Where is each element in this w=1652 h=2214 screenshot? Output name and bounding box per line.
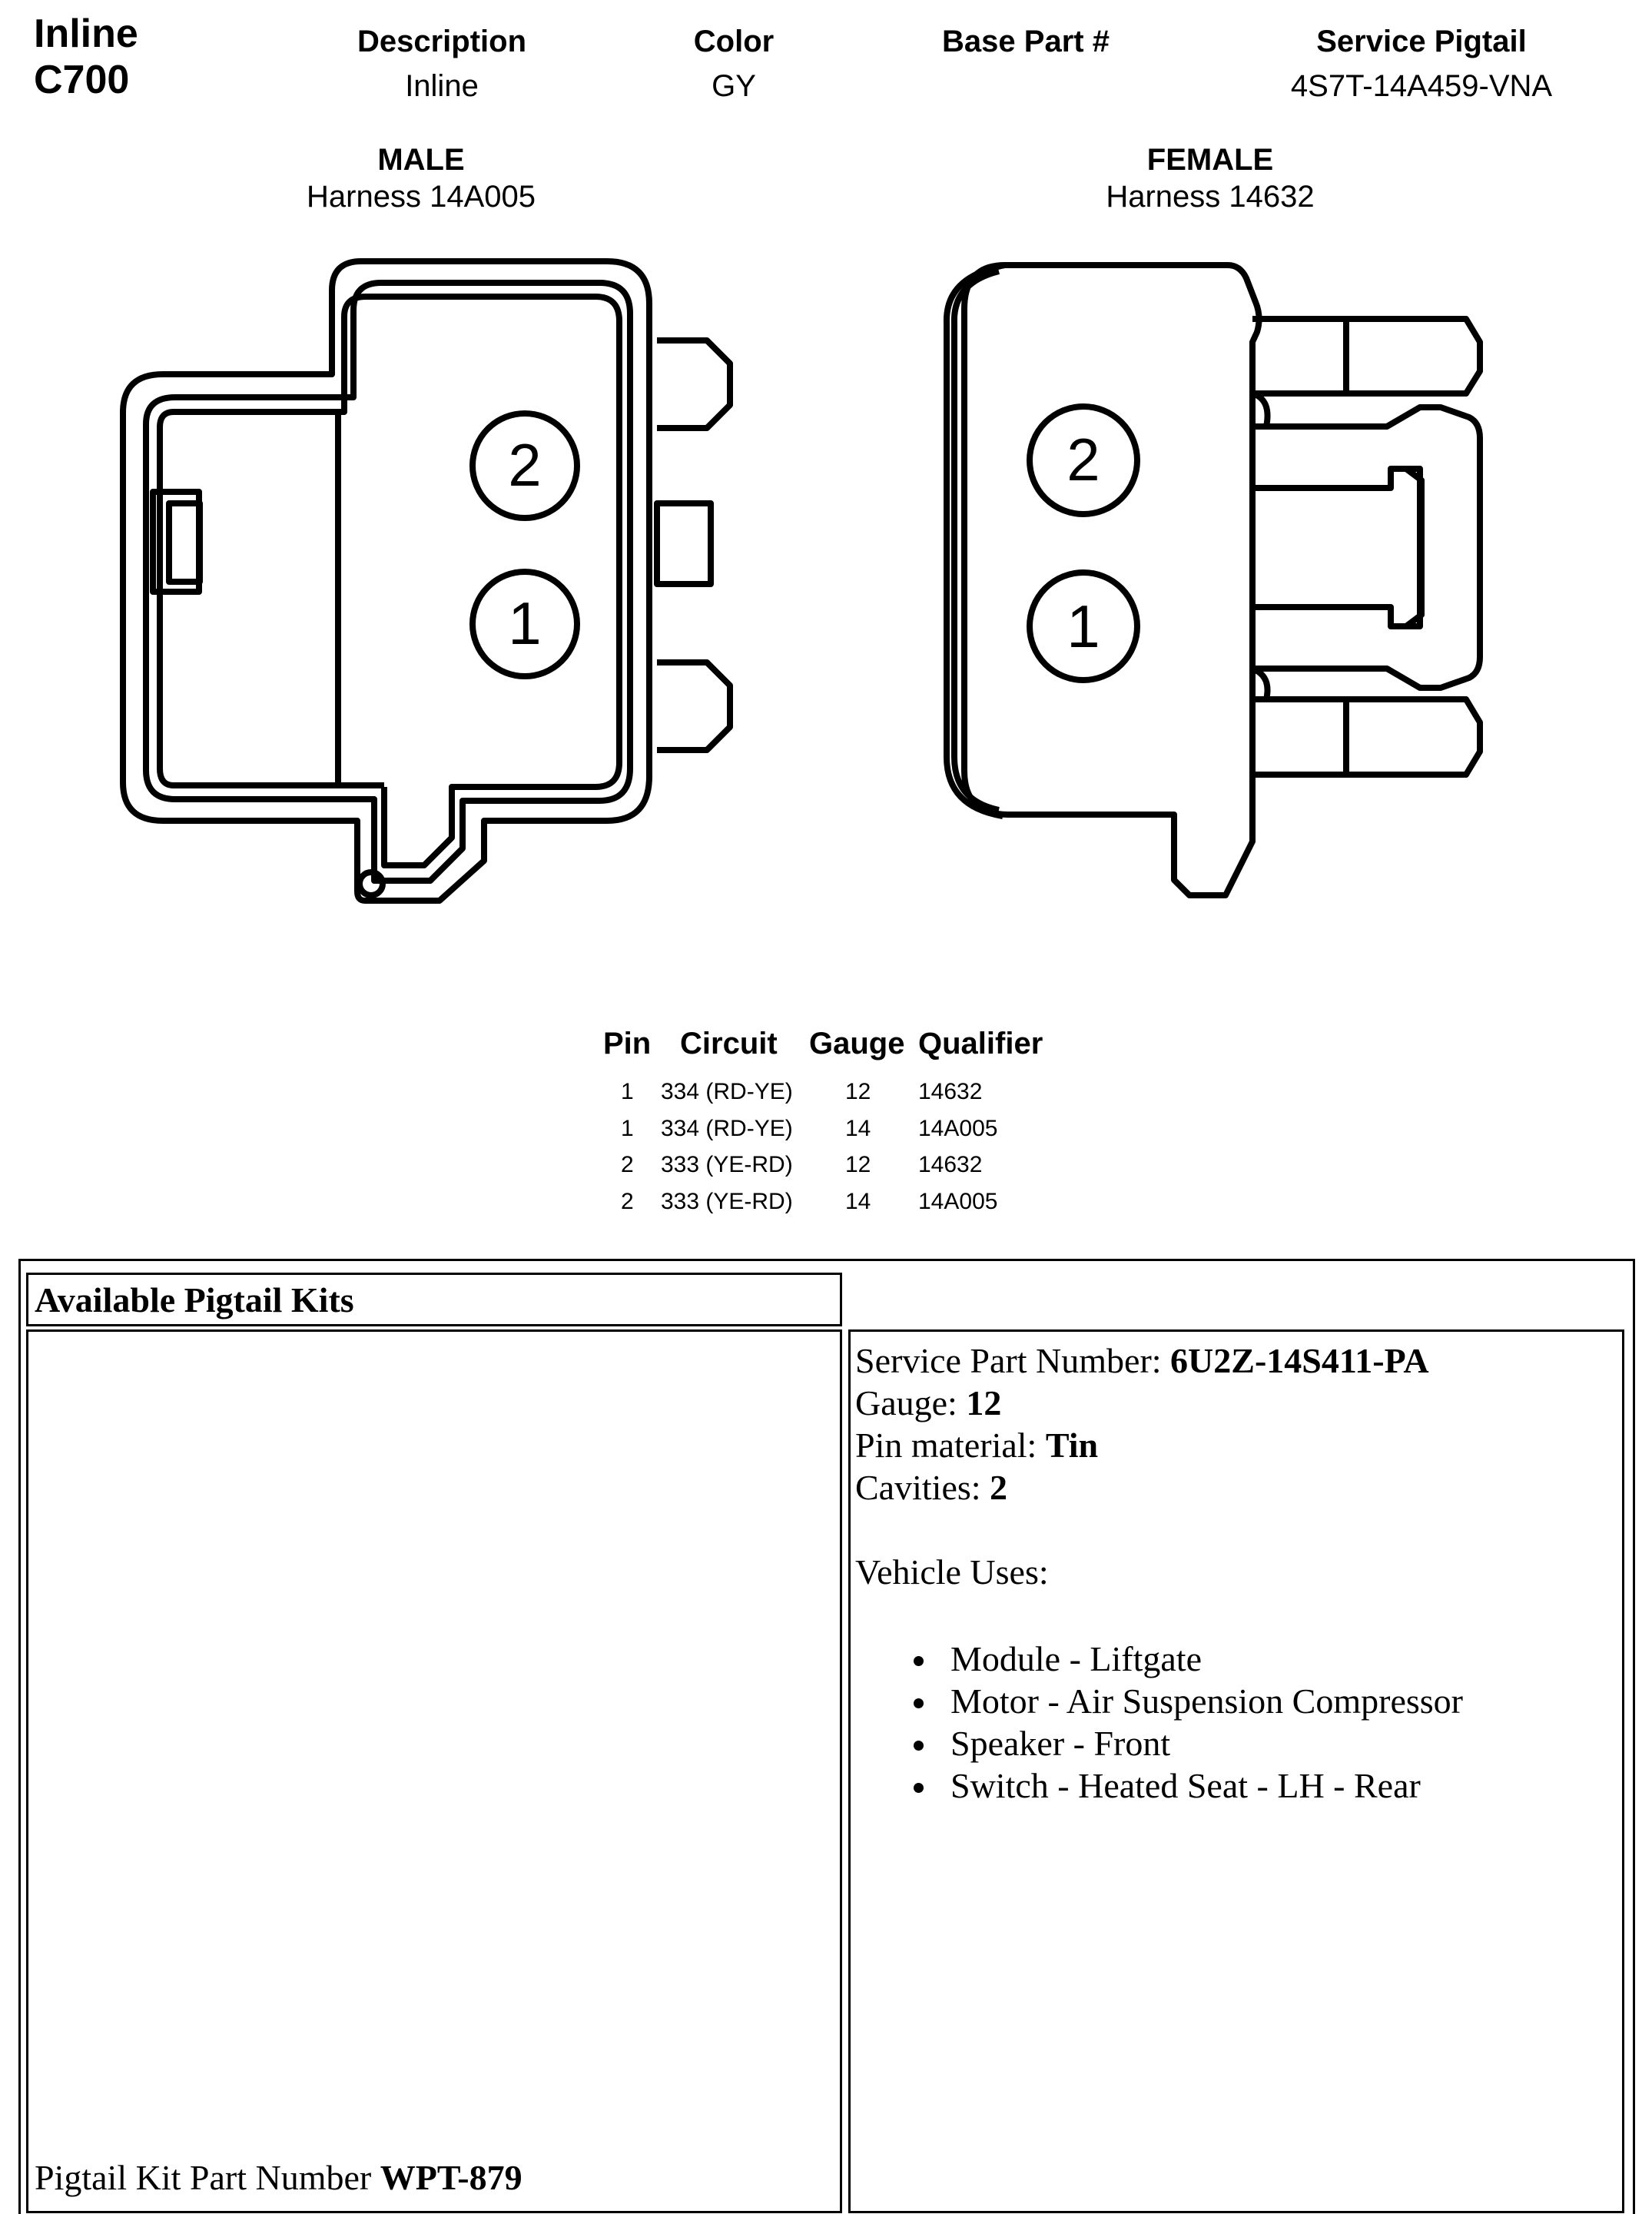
row-4-circuit: 333 (YE-RD): [661, 1189, 793, 1214]
list-item: [855, 1680, 1617, 1722]
gauge-header: Gauge: [809, 1027, 905, 1061]
female-title: FEMALE: [1146, 143, 1274, 177]
description-value: Inline: [405, 69, 479, 103]
service-pigtail-value: 4S7T-14A459-VNA: [1290, 69, 1553, 103]
vehicle-use-text: Module - Liftgate: [950, 1639, 1203, 1678]
kit-part-line: [35, 2156, 522, 2199]
qualifier-header: Qualifier: [918, 1027, 1043, 1061]
row-1-pin: 1: [621, 1079, 634, 1104]
vehicle-use-text: Motor - Air Suspension Compressor: [950, 1681, 1463, 1721]
service-part-line: [855, 1339, 1617, 1382]
row-4-pin: 2: [621, 1189, 634, 1214]
gauge-value: 12: [966, 1383, 1002, 1422]
kit-details-cell: [848, 1329, 1624, 2213]
pin-material-line: [855, 1424, 1617, 1466]
service-pigtail-label: Service Pigtail: [1316, 25, 1527, 58]
kit-title: Available Pigtail Kits: [35, 1280, 354, 1319]
row-1-circuit: 334 (RD-YE): [661, 1079, 793, 1104]
list-item: [855, 1764, 1617, 1807]
female-pin-1-label: 1: [1067, 593, 1100, 660]
row-2-pin: 1: [621, 1116, 634, 1141]
row-4-qualifier: 14A005: [918, 1189, 998, 1214]
kit-part-value: WPT-879: [380, 2158, 522, 2197]
kit-part-label: Pigtail Kit Part Number: [35, 2158, 380, 2197]
cavities-label: Cavities:: [855, 1468, 990, 1507]
service-part-label: Service Part Number:: [855, 1341, 1171, 1380]
row-3-pin: 2: [621, 1152, 634, 1177]
vehicle-use-text: Speaker - Front: [950, 1724, 1171, 1763]
base-part-label: Base Part #: [942, 25, 1110, 58]
bullet-icon: [914, 1698, 924, 1708]
female-harness: Harness 14632: [1106, 180, 1315, 214]
connector-number: C700: [34, 58, 130, 102]
row-1-qualifier: 14632: [918, 1079, 983, 1104]
pin-header: Pin: [603, 1027, 652, 1061]
row-3-circuit: 333 (YE-RD): [661, 1152, 793, 1177]
circuit-header: Circuit: [680, 1027, 778, 1061]
gauge-label: Gauge:: [855, 1383, 967, 1422]
row-3-gauge: 12: [845, 1152, 871, 1177]
vehicle-use-text: Switch - Heated Seat - LH - Rear: [950, 1766, 1421, 1805]
male-connector-drawing: [123, 261, 730, 901]
bullet-icon: [914, 1783, 924, 1793]
row-3-qualifier: 14632: [918, 1152, 983, 1177]
bullet-icon: [914, 1741, 924, 1751]
row-2-qualifier: 14A005: [918, 1116, 998, 1141]
female-pin-2-label: 2: [1067, 426, 1100, 493]
color-label: Color: [693, 25, 775, 58]
male-pin-1-label: 1: [508, 589, 542, 657]
connector-diagrams: [0, 0, 1652, 999]
cavities-line: [855, 1466, 1617, 1509]
male-pin-2-label: 2: [508, 431, 542, 499]
gauge-line: [855, 1382, 1617, 1424]
pin-material-label: Pin material:: [855, 1426, 1046, 1465]
kit-title-cell: [26, 1273, 842, 1326]
description-label: Description: [357, 25, 527, 58]
kit-image-cell: [26, 1329, 842, 2213]
list-item: [855, 1722, 1617, 1764]
female-connector-drawing: [947, 265, 1480, 895]
bullet-icon: [914, 1656, 924, 1666]
row-4-gauge: 14: [845, 1189, 871, 1214]
row-2-gauge: 14: [845, 1116, 871, 1141]
cavities-value: 2: [990, 1468, 1008, 1507]
male-title: MALE: [377, 143, 465, 177]
list-item: [855, 1638, 1617, 1680]
service-part-value: 6U2Z-14S411-PA: [1170, 1341, 1429, 1380]
color-value: GY: [712, 69, 756, 103]
vehicle-uses-label: Vehicle Uses:: [855, 1552, 1049, 1592]
vehicle-uses-list: [855, 1638, 1617, 1807]
male-harness: Harness 14A005: [307, 180, 536, 214]
pin-material-value: Tin: [1045, 1426, 1099, 1465]
row-2-circuit: 334 (RD-YE): [661, 1116, 793, 1141]
row-1-gauge: 12: [845, 1079, 871, 1104]
connector-type: Inline: [34, 12, 138, 56]
